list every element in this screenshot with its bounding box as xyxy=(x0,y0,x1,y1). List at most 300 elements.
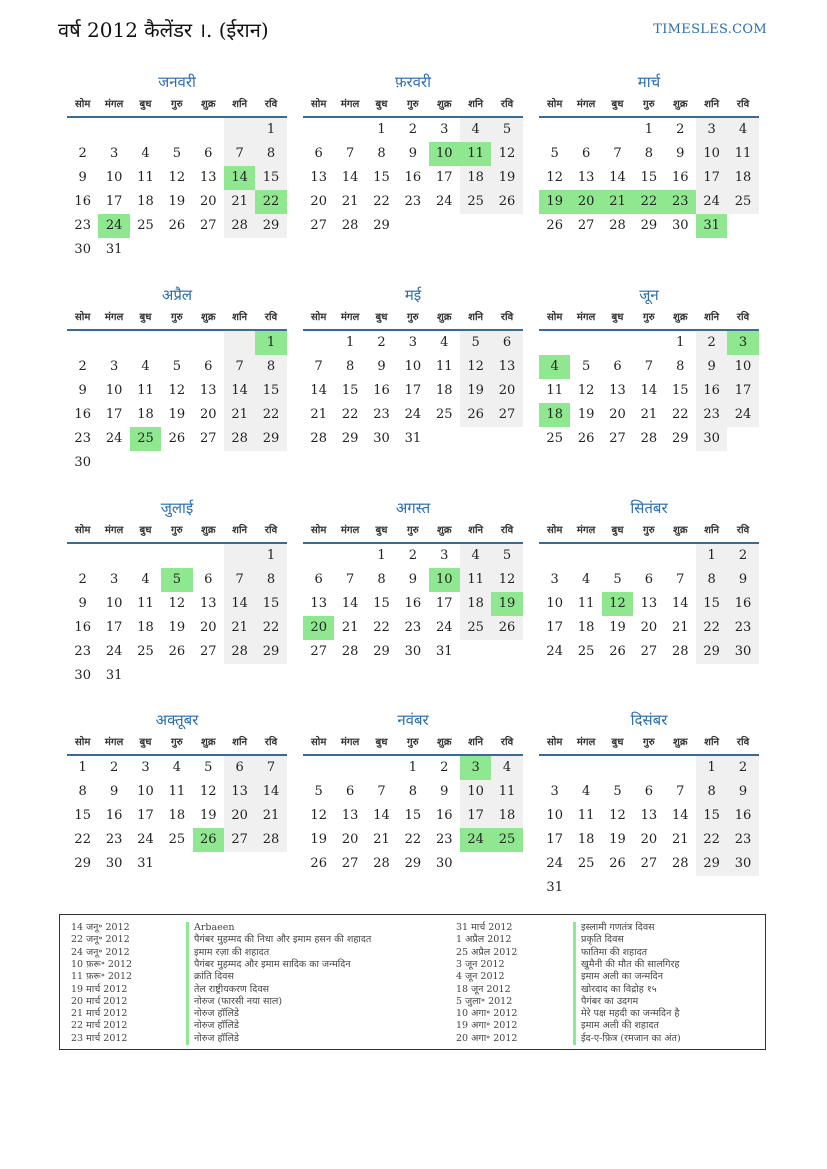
day-cell: 15 xyxy=(341,383,359,398)
day-cell: 5 xyxy=(613,784,622,799)
day-cell: 14 xyxy=(640,383,658,398)
day-cell: 11 xyxy=(577,596,595,611)
day-cell: 7 xyxy=(224,142,255,166)
weekday-label: बुध xyxy=(139,99,152,110)
day-cell: 27 xyxy=(640,856,658,871)
empty-cell xyxy=(161,544,192,568)
day-cell: 20 xyxy=(199,407,217,422)
day-cell: 23 xyxy=(105,832,123,847)
day-cell: 28 xyxy=(255,828,286,852)
day-cell: 2 xyxy=(78,359,87,374)
month-name: मई xyxy=(404,286,422,304)
day-cell: 20 xyxy=(303,616,334,640)
weekday-header xyxy=(67,96,287,118)
weekday-label: मंगल xyxy=(576,99,596,110)
day-cell: 10 xyxy=(404,359,422,374)
day-cell: 5 xyxy=(314,784,323,799)
day-cell: 7 xyxy=(314,359,323,374)
day-cell: 8 xyxy=(696,568,727,592)
month-name: जनवरी xyxy=(158,73,196,91)
month-name: दिसंबर xyxy=(630,711,668,729)
month-name: जून xyxy=(639,286,659,304)
site-logo[interactable]: TIMESLES.COM xyxy=(653,22,767,37)
day-cell: 15 xyxy=(696,804,727,828)
day-cell: 1 xyxy=(78,760,87,775)
day-cell: 11 xyxy=(168,784,186,799)
day-cell: 24 xyxy=(460,828,491,852)
day-cell: 3 xyxy=(550,784,559,799)
day-cell: 25 xyxy=(130,427,161,451)
day-cell: 7 xyxy=(224,355,255,379)
empty-cell xyxy=(602,876,633,900)
day-cell: 26 xyxy=(577,431,595,446)
day-cell: 23 xyxy=(373,407,390,422)
month-block xyxy=(539,494,759,664)
day-cell: 26 xyxy=(193,828,224,852)
empty-cell xyxy=(727,427,758,451)
day-cell: 30 xyxy=(404,644,422,659)
day-cell: 28 xyxy=(224,640,255,664)
weekday-label: गुरु xyxy=(407,99,419,110)
weekday-label: शुक्र xyxy=(673,737,688,748)
legend-holiday-name: नोरुज हॉलिडे xyxy=(186,1020,239,1033)
day-cell: 22 xyxy=(255,403,286,427)
legend-date: 5 जुला॰ 2012 xyxy=(456,995,513,1007)
empty-cell xyxy=(193,331,224,355)
month-name: सितंबर xyxy=(630,499,668,517)
day-cell: 6 xyxy=(581,146,591,161)
legend-holiday-name: ईद-ए-फ़ित्र (रमजान का अंत) xyxy=(573,1033,681,1046)
weekday-label: शनि xyxy=(232,312,248,323)
weekday-header xyxy=(67,734,287,756)
day-cell: 30 xyxy=(373,431,390,446)
day-cell: 31 xyxy=(435,644,453,659)
legend-holiday-name: फातिमा की शहादत xyxy=(573,947,647,960)
day-cell: 27 xyxy=(199,644,217,659)
weekday-label: शनि xyxy=(232,99,248,110)
day-cell: 23 xyxy=(727,828,758,852)
day-cell: 21 xyxy=(341,194,359,209)
weekday-label: रवि xyxy=(264,525,278,536)
day-cell: 10 xyxy=(429,142,460,166)
day-cell: 9 xyxy=(676,146,685,161)
day-cell: 22 xyxy=(341,407,359,422)
day-cell: 10 xyxy=(460,780,491,804)
day-grid xyxy=(67,756,287,876)
day-cell: 5 xyxy=(161,568,192,592)
weekday-label: सोम xyxy=(311,525,327,536)
empty-cell xyxy=(193,544,224,568)
empty-cell xyxy=(460,640,491,664)
day-cell: 22 xyxy=(696,616,727,640)
day-cell: 24 xyxy=(404,407,422,422)
empty-cell xyxy=(303,756,334,780)
day-cell: 8 xyxy=(377,572,386,587)
weekday-label: शुक्र xyxy=(437,312,452,323)
day-cell: 3 xyxy=(141,760,150,775)
weekday-label: मंगल xyxy=(104,99,124,110)
empty-cell xyxy=(633,756,664,780)
legend-date: 19 अगा॰ 2012 xyxy=(456,1020,518,1032)
legend-date: 14 जनू॰ 2012 xyxy=(71,922,130,933)
weekday-label: रवि xyxy=(264,99,278,110)
day-cell: 30 xyxy=(74,455,91,470)
day-cell: 19 xyxy=(539,190,570,214)
weekday-label: बुध xyxy=(375,525,388,536)
empty-cell xyxy=(334,544,365,568)
day-cell: 21 xyxy=(671,620,689,635)
empty-cell xyxy=(602,756,633,780)
empty-cell xyxy=(98,118,129,142)
day-cell: 4 xyxy=(581,784,591,799)
empty-cell xyxy=(727,214,758,238)
weekday-header xyxy=(67,522,287,544)
day-cell: 12 xyxy=(577,383,595,398)
day-cell: 11 xyxy=(137,383,154,398)
day-cell: 13 xyxy=(310,170,327,185)
day-cell: 26 xyxy=(460,403,491,427)
day-cell: 10 xyxy=(546,808,563,823)
day-cell: 2 xyxy=(377,335,386,350)
empty-cell xyxy=(665,876,696,900)
day-cell: 8 xyxy=(676,359,685,374)
day-cell: 16 xyxy=(105,808,123,823)
day-cell: 6 xyxy=(314,146,323,161)
weekday-header xyxy=(539,734,759,756)
legend-date: 21 मार्च 2012 xyxy=(71,1008,128,1020)
weekday-label: सोम xyxy=(547,99,563,110)
day-cell: 22 xyxy=(373,194,390,209)
weekday-label: सोम xyxy=(547,737,563,748)
legend-holiday-name: पैगंबर मुहम्मद और इमाम सादिक का जन्मदिन xyxy=(186,959,351,972)
day-cell: 12 xyxy=(491,568,522,592)
day-cell: 15 xyxy=(696,592,727,616)
day-cell: 16 xyxy=(696,379,727,403)
day-cell: 8 xyxy=(408,784,417,799)
day-cell: 4 xyxy=(491,756,522,780)
month-block xyxy=(303,706,523,876)
day-cell: 15 xyxy=(404,808,422,823)
day-cell: 23 xyxy=(404,620,422,635)
day-cell: 14 xyxy=(310,383,327,398)
day-cell: 15 xyxy=(255,166,286,190)
day-grid xyxy=(67,331,287,475)
day-cell: 21 xyxy=(640,407,658,422)
weekday-header xyxy=(539,522,759,544)
day-cell: 17 xyxy=(546,620,563,635)
day-cell: 8 xyxy=(255,568,286,592)
empty-cell xyxy=(193,238,224,262)
legend-date: 24 जनू॰ 2012 xyxy=(71,946,130,958)
day-cell: 18 xyxy=(168,808,186,823)
day-cell: 2 xyxy=(676,122,685,137)
day-cell: 15 xyxy=(74,808,91,823)
day-cell: 19 xyxy=(460,379,491,403)
day-cell: 12 xyxy=(546,170,563,185)
legend-holiday-name: इमाम रज़ा की शहादत xyxy=(186,947,269,960)
legend-holiday-name: तेल राष्ट्रीयकरण दिवस xyxy=(186,984,269,997)
day-cell: 16 xyxy=(671,170,689,185)
weekday-header xyxy=(303,734,523,756)
day-cell: 2 xyxy=(408,122,417,137)
day-cell: 16 xyxy=(404,170,422,185)
legend-holiday-name: प्रकृति दिवस xyxy=(573,934,624,947)
day-cell: 6 xyxy=(345,784,355,799)
day-cell: 12 xyxy=(199,784,217,799)
day-cell: 14 xyxy=(224,166,255,190)
empty-cell xyxy=(727,876,758,900)
weekday-label: शनि xyxy=(468,99,484,110)
day-cell: 5 xyxy=(550,146,559,161)
day-cell: 13 xyxy=(199,596,217,611)
day-cell: 21 xyxy=(224,403,255,427)
day-cell: 5 xyxy=(613,572,622,587)
day-cell: 21 xyxy=(310,407,327,422)
weekday-label: शुक्र xyxy=(437,525,452,536)
day-cell: 30 xyxy=(74,668,91,683)
day-cell: 23 xyxy=(74,644,91,659)
legend-date: 18 जून 2012 xyxy=(456,983,511,995)
day-cell: 14 xyxy=(341,596,359,611)
day-grid xyxy=(539,544,759,664)
empty-cell xyxy=(460,427,491,451)
day-cell: 6 xyxy=(224,756,255,780)
month-block xyxy=(67,706,287,876)
empty-cell xyxy=(491,214,522,238)
day-cell: 19 xyxy=(199,808,217,823)
day-cell: 18 xyxy=(539,403,570,427)
day-cell: 29 xyxy=(671,431,689,446)
day-cell: 28 xyxy=(373,856,390,871)
day-cell: 15 xyxy=(255,592,286,616)
month-name: अप्रैल xyxy=(161,286,193,304)
weekday-header xyxy=(303,522,523,544)
empty-cell xyxy=(224,238,255,262)
legend-holiday-name: नोरुज (फारसी नया साल) xyxy=(186,996,282,1009)
day-cell: 29 xyxy=(373,644,390,659)
day-cell: 16 xyxy=(373,383,390,398)
weekday-label: शनि xyxy=(704,737,720,748)
day-cell: 25 xyxy=(137,644,154,659)
day-cell: 3 xyxy=(109,146,119,161)
day-cell: 8 xyxy=(255,355,286,379)
weekday-label: रवि xyxy=(500,312,514,323)
empty-cell xyxy=(255,451,286,475)
day-cell: 20 xyxy=(640,832,658,847)
legend-holiday-name: नोरुज हॉलिडे xyxy=(186,1033,239,1046)
day-cell: 30 xyxy=(727,640,758,664)
day-cell: 5 xyxy=(491,118,522,142)
empty-cell xyxy=(255,664,286,688)
weekday-label: शनि xyxy=(232,737,248,748)
weekday-header xyxy=(67,309,287,331)
empty-cell xyxy=(224,118,255,142)
day-cell: 18 xyxy=(727,166,758,190)
day-cell: 9 xyxy=(377,359,386,374)
empty-cell xyxy=(161,852,192,876)
day-cell: 1 xyxy=(345,335,355,350)
day-cell: 9 xyxy=(408,146,417,161)
day-cell: 22 xyxy=(255,190,286,214)
day-cell: 6 xyxy=(314,572,323,587)
legend-date: 20 अगा॰ 2012 xyxy=(456,1032,518,1044)
weekday-label: शनि xyxy=(468,525,484,536)
empty-cell xyxy=(397,214,428,238)
day-cell: 11 xyxy=(727,142,758,166)
weekday-label: रवि xyxy=(736,737,750,748)
day-cell: 22 xyxy=(671,407,689,422)
day-cell: 24 xyxy=(546,856,563,871)
legend-date: 11 फ़रू॰ 2012 xyxy=(71,971,133,983)
empty-cell xyxy=(193,118,224,142)
day-cell: 6 xyxy=(204,359,213,374)
day-cell: 17 xyxy=(105,407,123,422)
day-cell: 12 xyxy=(609,808,626,823)
day-cell: 29 xyxy=(255,427,286,451)
day-cell: 13 xyxy=(224,780,255,804)
day-cell: 17 xyxy=(727,379,758,403)
day-cell: 21 xyxy=(373,832,390,847)
day-cell: 26 xyxy=(546,218,563,233)
month-block xyxy=(67,281,287,475)
weekday-label: शुक्र xyxy=(673,312,688,323)
weekday-label: बुध xyxy=(375,99,388,110)
day-cell: 17 xyxy=(435,596,453,611)
day-cell: 14 xyxy=(224,379,255,403)
weekday-label: मंगल xyxy=(340,737,360,748)
weekday-label: गुरु xyxy=(407,737,419,748)
weekday-label: शनि xyxy=(468,737,484,748)
empty-cell xyxy=(491,640,522,664)
day-cell: 31 xyxy=(404,431,422,446)
day-cell: 22 xyxy=(74,832,91,847)
day-cell: 21 xyxy=(224,616,255,640)
month-name: नवंबर xyxy=(397,711,429,729)
empty-cell xyxy=(98,331,129,355)
day-cell: 11 xyxy=(460,568,491,592)
day-cell: 19 xyxy=(168,407,186,422)
day-cell: 28 xyxy=(671,644,689,659)
day-cell: 22 xyxy=(696,828,727,852)
day-cell: 3 xyxy=(440,122,449,137)
day-cell: 12 xyxy=(310,808,327,823)
day-cell: 10 xyxy=(137,784,154,799)
day-cell: 9 xyxy=(78,596,87,611)
weekday-label: शनि xyxy=(468,312,484,323)
day-cell: 1 xyxy=(377,122,386,137)
legend-holiday-name: इमाम अली का जन्मदिन xyxy=(573,971,663,984)
day-cell: 17 xyxy=(404,383,422,398)
day-cell: 6 xyxy=(204,146,213,161)
day-cell: 1 xyxy=(644,122,653,137)
day-cell: 4 xyxy=(460,544,491,568)
day-cell: 19 xyxy=(168,194,186,209)
day-cell: 29 xyxy=(640,218,658,233)
empty-cell xyxy=(602,331,633,355)
day-cell: 25 xyxy=(137,218,154,233)
weekday-label: सोम xyxy=(75,525,91,536)
day-cell: 12 xyxy=(168,596,186,611)
day-cell: 26 xyxy=(310,856,327,871)
day-cell: 6 xyxy=(204,572,213,587)
day-cell: 30 xyxy=(696,427,727,451)
weekday-label: रवि xyxy=(500,525,514,536)
legend-date: 31 मार्च 2012 xyxy=(456,922,513,933)
day-cell: 25 xyxy=(460,616,491,640)
empty-cell xyxy=(161,664,192,688)
day-cell: 12 xyxy=(168,170,186,185)
weekday-label: रवि xyxy=(736,99,750,110)
day-cell: 11 xyxy=(546,383,563,398)
day-grid xyxy=(303,118,523,238)
day-cell: 2 xyxy=(696,331,727,355)
day-cell: 16 xyxy=(74,407,91,422)
day-cell: 23 xyxy=(435,832,453,847)
day-cell: 20 xyxy=(199,194,217,209)
day-cell: 3 xyxy=(696,118,727,142)
month-name: मार्च xyxy=(637,73,661,91)
day-cell: 24 xyxy=(435,194,453,209)
day-cell: 18 xyxy=(460,166,491,190)
day-cell: 9 xyxy=(408,572,417,587)
day-cell: 18 xyxy=(435,383,453,398)
day-cell: 27 xyxy=(491,403,522,427)
day-cell: 18 xyxy=(137,620,154,635)
day-cell: 13 xyxy=(609,383,626,398)
day-cell: 13 xyxy=(577,170,595,185)
day-cell: 6 xyxy=(491,331,522,355)
legend-holiday-name: क्रांति दिवस xyxy=(186,971,234,984)
day-cell: 14 xyxy=(671,596,689,611)
day-cell: 30 xyxy=(105,856,123,871)
day-cell: 24 xyxy=(546,644,563,659)
weekday-label: गुरु xyxy=(643,312,655,323)
day-grid xyxy=(539,118,759,238)
day-cell: 22 xyxy=(404,832,422,847)
day-cell: 8 xyxy=(696,780,727,804)
day-cell: 11 xyxy=(491,780,522,804)
day-cell: 16 xyxy=(727,592,758,616)
day-cell: 27 xyxy=(640,644,658,659)
day-cell: 9 xyxy=(727,568,758,592)
day-cell: 1 xyxy=(696,756,727,780)
day-cell: 16 xyxy=(74,194,91,209)
weekday-label: शुक्र xyxy=(201,525,216,536)
day-cell: 24 xyxy=(98,214,129,238)
day-cell: 12 xyxy=(602,592,633,616)
weekday-label: रवि xyxy=(736,525,750,536)
day-cell: 23 xyxy=(74,218,91,233)
day-cell: 17 xyxy=(105,194,123,209)
weekday-label: शुक्र xyxy=(201,99,216,110)
day-cell: 15 xyxy=(255,379,286,403)
day-cell: 6 xyxy=(644,784,653,799)
empty-cell xyxy=(539,331,570,355)
day-cell: 24 xyxy=(727,403,758,427)
empty-cell xyxy=(67,544,98,568)
day-cell: 23 xyxy=(74,431,91,446)
day-cell: 3 xyxy=(109,572,119,587)
empty-cell xyxy=(570,756,601,780)
empty-cell xyxy=(255,852,286,876)
empty-cell xyxy=(161,238,192,262)
weekday-label: बुध xyxy=(375,737,388,748)
empty-cell xyxy=(366,756,397,780)
day-cell: 28 xyxy=(224,214,255,238)
weekday-label: बुध xyxy=(611,737,624,748)
weekday-label: मंगल xyxy=(104,737,124,748)
day-cell: 8 xyxy=(78,784,87,799)
